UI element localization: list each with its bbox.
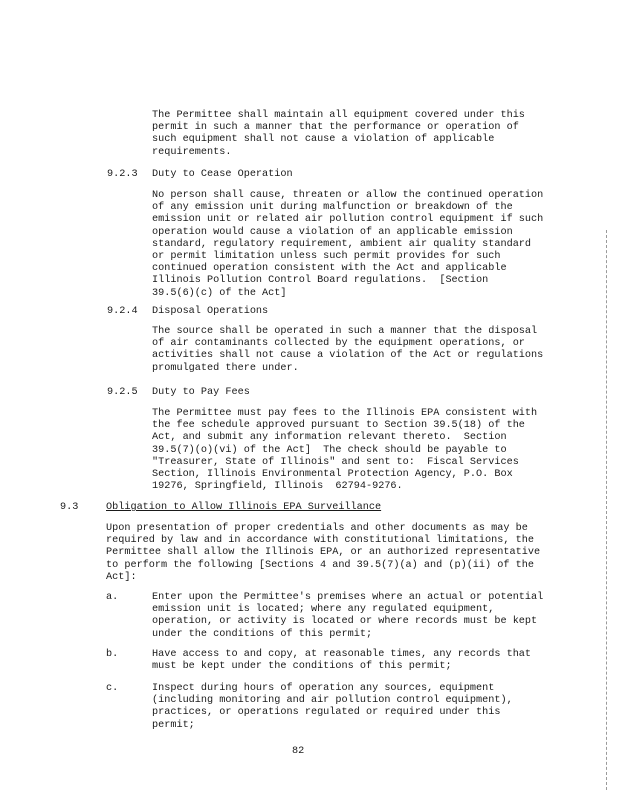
section-9-3-body: Upon presentation of proper credentials and other documents as may be required by law and in accordance with constitutional limitations, the Permittee shall allow the Illinois EPA, or an authorized representative to perform the following [Sections 4 and 39.5(7)(a) and (p)(ii) of the Act]: [106,523,541,583]
section-9-3-title: Obligation to Allow Illinois EPA Surveillance [106,502,382,513]
section-9-2-4-number: 9.2.4 [107,306,138,317]
item-b-text: Have access to and copy, at reasonable times, any records that must be kept under the conditions of this permit; [152,649,532,673]
item-c-text: Inspect during hours of operation any sources, equipment (including monitoring and air pollution control equipment), practices, or operations regulated or required under this permit; [152,683,513,731]
section-9-3-number: 9.3 [60,502,79,513]
section-9-2-3-title: Duty to Cease Operation [152,169,293,180]
page-number: 82 [292,746,305,757]
item-c-letter: c. [106,683,119,694]
section-9-2-5-body: The Permittee must pay fees to the Illinois EPA consistent with the fee schedule approved pursuant to Section 39.5(18) of the Act, and submit any information relevant thereto. Section 39.5(7)(o)(vi) of the Act] The check should be payable to "Treasurer, State of Illinois" and sent to: Fiscal Services Section, Illinois Environmental Protection Agency, P.O. Box 19276, Springfield, Illinois 62794-9276. [152,408,538,493]
section-9-2-4-title: Disposal Operations [152,306,269,317]
section-9-2-5-number: 9.2.5 [107,387,138,398]
item-a-text: Enter upon the Permittee's premises where an actual or potential emission unit is located; where any regulated equipment, operation, or activity is located or where records must be kept under the conditions of this permit; [152,592,544,640]
section-9-2-5-title: Duty to Pay Fees [152,387,250,398]
section-9-2-4-body: The source shall be operated in such a manner that the disposal of air contaminants collected by the equipment operations, or activities shall not cause a violation of the Act or regulations promulgated there under. [152,326,544,374]
intro-paragraph: The Permittee shall maintain all equipment covered under this permit in such a manner that the performance or operation of such equipment shall not cause a violation of applicable requirements. [152,110,525,158]
section-9-2-3-body: No person shall cause, threaten or allow the continued operation of any emission unit during malfunction or breakdown of the emission unit or related air pollution control equipment if such operation would cause a violation of an applicable emission standard, regulatory requirement, ambient air quality standard or permit limitation unless such permit provides for such continued operation consistent with the Act and applicable Illinois Pollution Control Board regulations. [Section 39.5(6)(c) of the Act] [152,190,544,299]
section-9-2-3-number: 9.2.3 [107,169,138,180]
item-b-letter: b. [106,649,119,660]
scan-edge-line [606,230,607,790]
item-a-letter: a. [106,592,119,603]
